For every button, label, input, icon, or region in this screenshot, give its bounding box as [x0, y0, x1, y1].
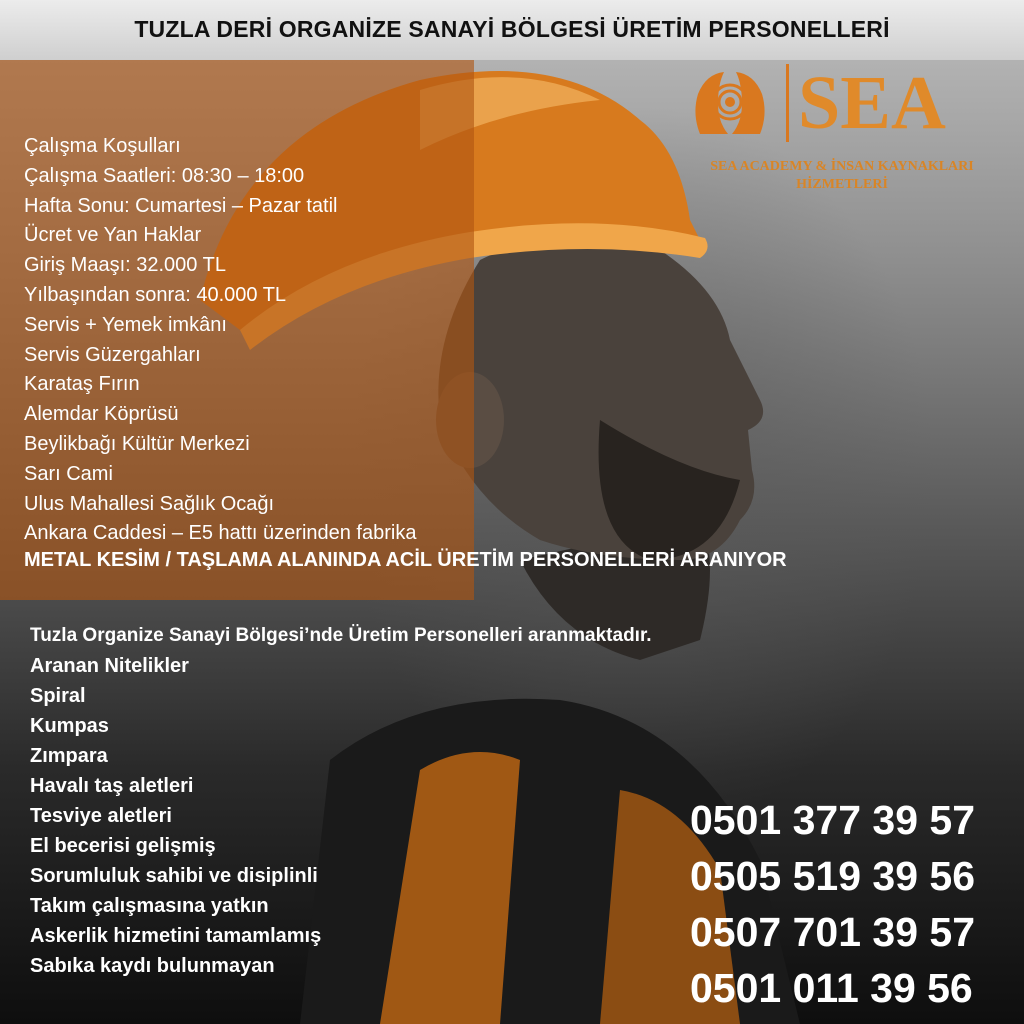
phone-number[interactable]: 0501 377 39 57 — [690, 797, 975, 843]
list-item: Karataş Fırın — [24, 373, 140, 396]
list-item: Ankara Caddesi – E5 hattı üzerinden fabrika — [24, 522, 417, 545]
list-item: Zımpara — [30, 745, 108, 767]
list-item: Alemdar Köprüsü — [24, 403, 179, 426]
phone-number[interactable]: 0507 701 39 57 — [690, 909, 975, 955]
qualifications-list — [30, 651, 321, 981]
page-title: TUZLA DERİ ORGANİZE SANAYİ BÖLGESİ ÜRETİM PERSONELLERİ — [134, 16, 890, 42]
list-item: Aranan Nitelikler — [30, 655, 189, 677]
logo-subtitle-line2: HİZMETLERİ — [796, 177, 888, 192]
list-item: Spiral — [30, 685, 86, 707]
sea-logo — [682, 58, 1002, 208]
intro-text: Tuzla Organize Sanayi Bölgesi’nde Üretim Personelleri aranmaktadır. — [30, 625, 652, 646]
list-item: Giriş Maaşı: 32.000 TL — [24, 254, 226, 277]
logo-subtitle — [682, 158, 1002, 194]
list-item: Tesviye aletleri — [30, 805, 172, 827]
list-item: Ulus Mahallesi Sağlık Ocağı — [24, 492, 275, 515]
phone-numbers — [690, 792, 975, 1016]
list-item: Yılbaşından sonra: 40.000 TL — [24, 283, 287, 306]
list-item: Sarı Cami — [24, 462, 113, 485]
list-item: Takım çalışmasına yatkın — [30, 895, 269, 917]
list-item: Askerlik hizmetini tamamlamış — [30, 925, 322, 947]
spiral-heads-icon — [688, 64, 772, 144]
list-item: Servis + Yemek imkânı — [24, 313, 227, 336]
logo-divider — [786, 64, 789, 142]
phone-number[interactable]: 0505 519 39 56 — [690, 853, 975, 899]
list-item: Sabıka kaydı bulunmayan — [30, 955, 275, 977]
list-item: Ücret ve Yan Haklar — [24, 224, 202, 247]
list-item: Sorumluluk sahibi ve disiplinli — [30, 865, 318, 887]
list-item: Servis Güzergahları — [24, 343, 201, 366]
logo-text: SEA — [798, 61, 946, 145]
list-item: Çalışma Saatleri: 08:30 – 18:00 — [24, 164, 305, 187]
list-item: Havalı taş aletleri — [30, 775, 194, 797]
urgent-announcement: METAL KESİM / TAŞLAMA ALANINDA ACİL ÜRETİM PERSONELLERİ ARANIYOR — [24, 549, 787, 571]
phone-number[interactable]: 0501 011 39 56 — [690, 965, 973, 1011]
list-item: Çalışma Koşulları — [24, 135, 181, 157]
list-item: Hafta Sonu: Cumartesi – Pazar tatil — [24, 194, 338, 217]
working-conditions-list — [24, 132, 416, 549]
list-item: El becerisi gelişmiş — [30, 835, 216, 857]
list-item: Beylikbağı Kültür Merkezi — [24, 432, 250, 455]
list-item: Kumpas — [30, 715, 109, 737]
logo-subtitle-line1: SEA ACADEMY & İNSAN KAYNAKLARI — [710, 159, 974, 174]
